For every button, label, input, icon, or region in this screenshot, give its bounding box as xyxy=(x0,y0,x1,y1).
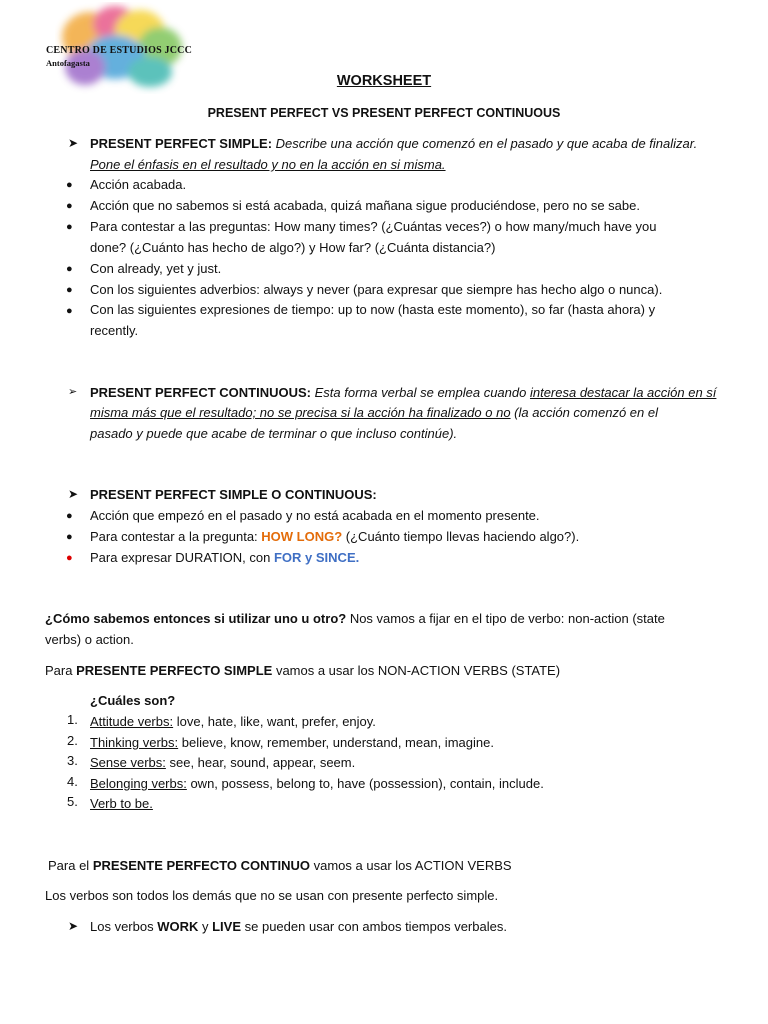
section3-bullet: Para contestar a la pregunta: HOW LONG? (¿Cuánto tiempo llevas haciendo algo?). xyxy=(90,529,580,544)
verb-list-item: Belonging verbs: own, possess, belong to, have (possession), contain, include. xyxy=(90,776,544,791)
list-number: 1. xyxy=(67,712,78,727)
section1-bullet: Con los siguientes adverbios: always y never (para expresar que siempre has hecho algo o nunca). xyxy=(90,282,663,297)
verb-list-item: Sense verbs: see, hear, sound, appear, seem. xyxy=(90,755,356,770)
section1-bullet-cont: done? (¿Cuánto has hecho de algo?) y How far? (¿Cuánta distancia?) xyxy=(90,240,496,255)
section2-line2: misma más que el resultado; no se precisa si la acción ha finalizado o no (la acción comenzó en el xyxy=(90,405,658,420)
section1-bullet: Con las siguientes expresiones de tiempo: up to now (hasta este momento), so far (hasta ahora) y xyxy=(90,302,656,317)
verb-list-item: Verb to be. xyxy=(90,796,153,811)
question: ¿Cómo sabemos entonces si utilizar uno u otro? xyxy=(45,611,347,626)
work-live-note: Los verbos WORK y LIVE se pueden usar con ambos tiempos verbales. xyxy=(90,919,507,934)
bullet-icon: ● xyxy=(66,284,73,296)
section2-heading: PRESENT PERFECT CONTINUOUS: xyxy=(90,385,312,400)
section1-bullet: Con already, yet y just. xyxy=(90,261,222,276)
question-line2: verbs) o action. xyxy=(45,632,134,647)
section2-line3: pasado y puede que acabe de terminar o que incluso continúe). xyxy=(90,426,458,441)
simple-paragraph: Para PRESENTE PERFECTO SIMPLE vamos a usar los NON-ACTION VERBS (STATE) xyxy=(45,663,561,678)
section1-bullet: Acción acabada. xyxy=(90,177,187,192)
list-number: 4. xyxy=(67,774,78,789)
bullet-icon: ● xyxy=(66,221,73,233)
bullet-icon: ● xyxy=(66,531,73,543)
list-number: 5. xyxy=(67,794,78,809)
verb-list-item: Thinking verbs: believe, know, remember, understand, mean, imagine. xyxy=(90,735,494,750)
list-number: 3. xyxy=(67,753,78,768)
section3-heading: PRESENT PERFECT SIMPLE O CONTINUOUS: xyxy=(90,487,377,502)
bullet-icon: ● xyxy=(66,200,73,212)
section1-bullet-cont: recently. xyxy=(90,323,139,338)
section2-line1: PRESENT PERFECT CONTINUOUS: Esta forma verbal se emplea cuando interesa destacar la acción en sí xyxy=(90,385,717,400)
page-subtitle: PRESENT PERFECT VS PRESENT PERFECT CONTINUOUS xyxy=(207,106,561,120)
section3-bullet: Para expresar DURATION, con FOR y SINCE. xyxy=(90,550,360,565)
arrow-bullet-icon: ➤ xyxy=(68,919,79,933)
verb-list-item: Attitude verbs: love, hate, like, want, prefer, enjoy. xyxy=(90,714,376,729)
arrow-bullet-icon: ➤ xyxy=(68,136,79,150)
section1-desc2: Pone el énfasis en el resultado y no en la acción en si misma. xyxy=(90,157,446,172)
section1-bullet: Acción que no sabemos si está acabada, quizá mañana sigue produciéndose, pero no se sabe. xyxy=(90,198,640,213)
section1-heading-line xyxy=(90,134,697,155)
arrow-bullet-icon: ➤ xyxy=(68,487,79,501)
section1-desc: Describe una acción que comenzó en el pasado y que acaba de finalizar. xyxy=(272,136,698,151)
section1-heading: PRESENT PERFECT SIMPLE: xyxy=(90,136,273,151)
bullet-icon: ● xyxy=(66,510,73,522)
section1-bullet: Para contestar a las preguntas: How many times? (¿Cuántas veces?) o how many/much have you xyxy=(90,219,657,234)
section3-bullet: Acción que empezó en el pasado y no está acabada en el momento presente. xyxy=(90,508,540,523)
arrow-bullet-icon: ➢ xyxy=(68,386,78,398)
bullet-icon: ● xyxy=(66,179,73,191)
page-title: WORKSHEET xyxy=(336,73,432,89)
logo-city: Antofagasta xyxy=(46,58,90,68)
bullet-icon: ● xyxy=(66,263,73,275)
list-number: 2. xyxy=(67,733,78,748)
bullet-icon: ● xyxy=(66,305,73,317)
logo-name: CENTRO DE ESTUDIOS JCCC xyxy=(46,45,193,56)
bullet-icon: ● xyxy=(66,552,73,564)
question-line: ¿Cómo sabemos entonces si utilizar uno u otro? Nos vamos a fijar en el tipo de verbo: non-action (state xyxy=(45,611,665,626)
cuales-heading: ¿Cuáles son? xyxy=(90,693,176,708)
others-paragraph: Los verbos son todos los demás que no se usan con presente perfecto simple. xyxy=(45,888,499,903)
continuo-paragraph: Para el PRESENTE PERFECTO CONTINUO vamos a usar los ACTION VERBS xyxy=(48,858,512,873)
